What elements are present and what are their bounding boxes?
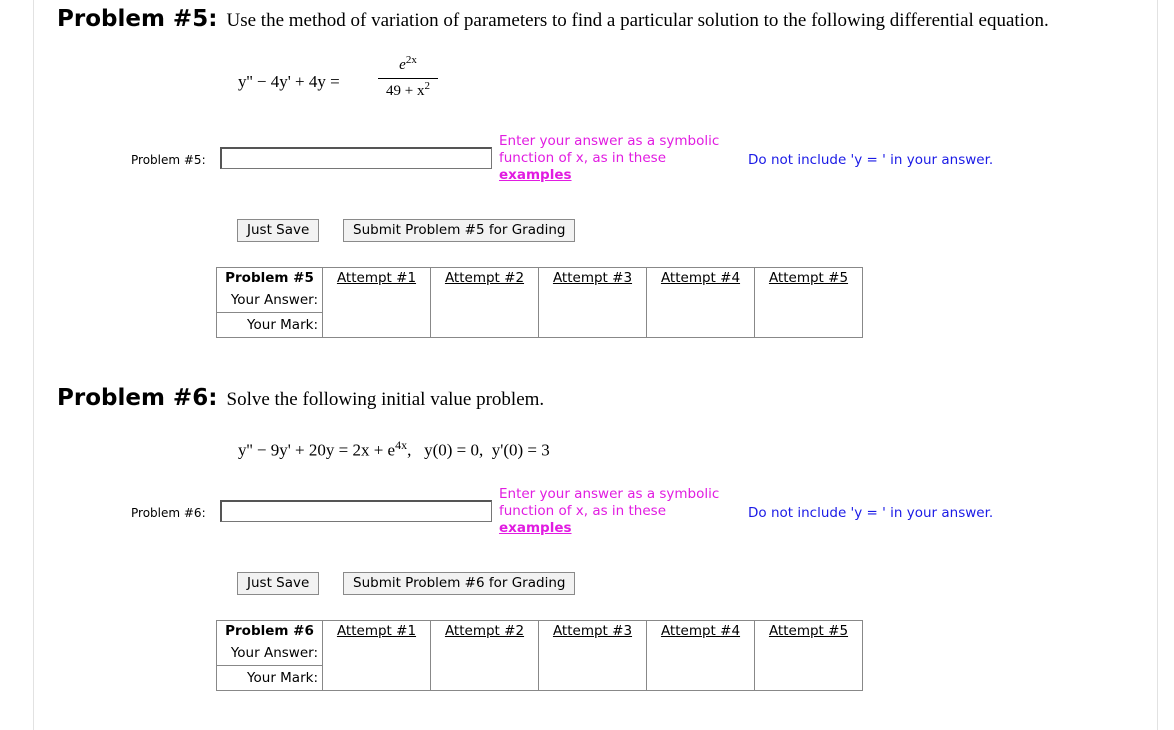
problem-6-examples-link[interactable]: examples xyxy=(499,520,572,536)
problem-5-hint-text: Enter your answer as a symbolic function of x, as in these xyxy=(499,133,720,166)
problem-6-attempt-2[interactable]: Attempt #2 xyxy=(431,621,539,642)
problem-5-submit-button[interactable]: Submit Problem #5 for Grading xyxy=(343,219,575,242)
problem-6-attempt-1[interactable]: Attempt #1 xyxy=(323,621,431,642)
problem-5-attempt-5-cell xyxy=(755,288,863,338)
problem-6-your-answer-label: Your Answer: xyxy=(217,641,323,666)
problem-6-just-save-button[interactable]: Just Save xyxy=(237,572,319,595)
problem-6-attempt-4-cell xyxy=(647,641,755,691)
problem-6-answer-input[interactable] xyxy=(220,500,492,522)
problem-6-hint-text: Enter your answer as a symbolic function of x, as in these xyxy=(499,486,720,519)
problem-5-just-save-button[interactable]: Just Save xyxy=(237,219,319,242)
problem-5-numerator: $e^{2x}$ xyxy=(399,54,417,73)
problem-6-heading xyxy=(57,385,544,411)
problem-5-label: Problem #5: xyxy=(131,153,206,167)
problem-5-attempt-4[interactable]: Attempt #4 xyxy=(647,268,755,289)
problem-5-your-answer-label: Your Answer: xyxy=(217,288,323,313)
problem-6-submit-button[interactable]: Submit Problem #6 for Grading xyxy=(343,572,575,595)
problem-5-hint xyxy=(499,133,739,184)
problem-5-heading xyxy=(57,6,1049,32)
problem-6-description: Solve the following initial value problem. xyxy=(226,389,545,410)
problem-5-denominator: $49 + x^2$ xyxy=(386,80,430,99)
problem-5-attempt-1-cell xyxy=(323,288,431,338)
problem-5-attempt-5[interactable]: Attempt #5 xyxy=(755,268,863,289)
problem-6-your-mark-label: Your Mark: xyxy=(217,666,323,691)
problem-5-attempt-2[interactable]: Attempt #2 xyxy=(431,268,539,289)
problem-5-attempt-3-cell xyxy=(539,288,647,338)
page-right-border xyxy=(1157,0,1158,730)
problem-5-title: Problem #5: xyxy=(57,6,218,32)
problem-5-attempts-table xyxy=(216,267,863,338)
problem-6-table-header: Problem #6 xyxy=(217,621,323,642)
problem-6-attempt-5[interactable]: Attempt #5 xyxy=(755,621,863,642)
problem-5-attempt-4-cell xyxy=(647,288,755,338)
problem-6-label: Problem #6: xyxy=(131,506,206,520)
problem-5-attempt-1[interactable]: Attempt #1 xyxy=(323,268,431,289)
problem-6-note: Do not include 'y = ' in your answer. xyxy=(748,505,994,521)
problem-6-hint xyxy=(499,486,739,537)
problem-6-attempt-4[interactable]: Attempt #4 xyxy=(647,621,755,642)
problem-5-attempt-3[interactable]: Attempt #3 xyxy=(539,268,647,289)
problem-6-equation: $y'' - 9y' + 20y = 2x + e^{4x}$, y(0) = 0, y'(0) = 3 xyxy=(238,438,550,460)
problem-5-your-mark-label: Your Mark: xyxy=(217,313,323,338)
problem-5-equation-lhs: y'' − 4y' + 4y = xyxy=(238,72,340,91)
problem-5-attempt-2-cell xyxy=(431,288,539,338)
problem-6-attempt-5-cell xyxy=(755,641,863,691)
problem-6-attempt-1-cell xyxy=(323,641,431,691)
page-left-border xyxy=(33,0,34,730)
problem-6-attempt-3-cell xyxy=(539,641,647,691)
problem-6-title: Problem #6: xyxy=(57,385,218,411)
problem-5-note: Do not include 'y = ' in your answer. xyxy=(748,152,994,168)
problem-5-examples-link[interactable]: examples xyxy=(499,167,572,183)
problem-6-attempt-3[interactable]: Attempt #3 xyxy=(539,621,647,642)
problem-6-attempts-table xyxy=(216,620,863,691)
problem-5-table-header: Problem #5 xyxy=(217,268,323,289)
problem-5-description: Use the method of variation of parameters to find a particular solution to the following differential equation. xyxy=(226,10,1049,31)
problem-6-attempt-2-cell xyxy=(431,641,539,691)
problem-5-fraction xyxy=(378,54,438,100)
problem-5-answer-input[interactable] xyxy=(220,147,492,169)
